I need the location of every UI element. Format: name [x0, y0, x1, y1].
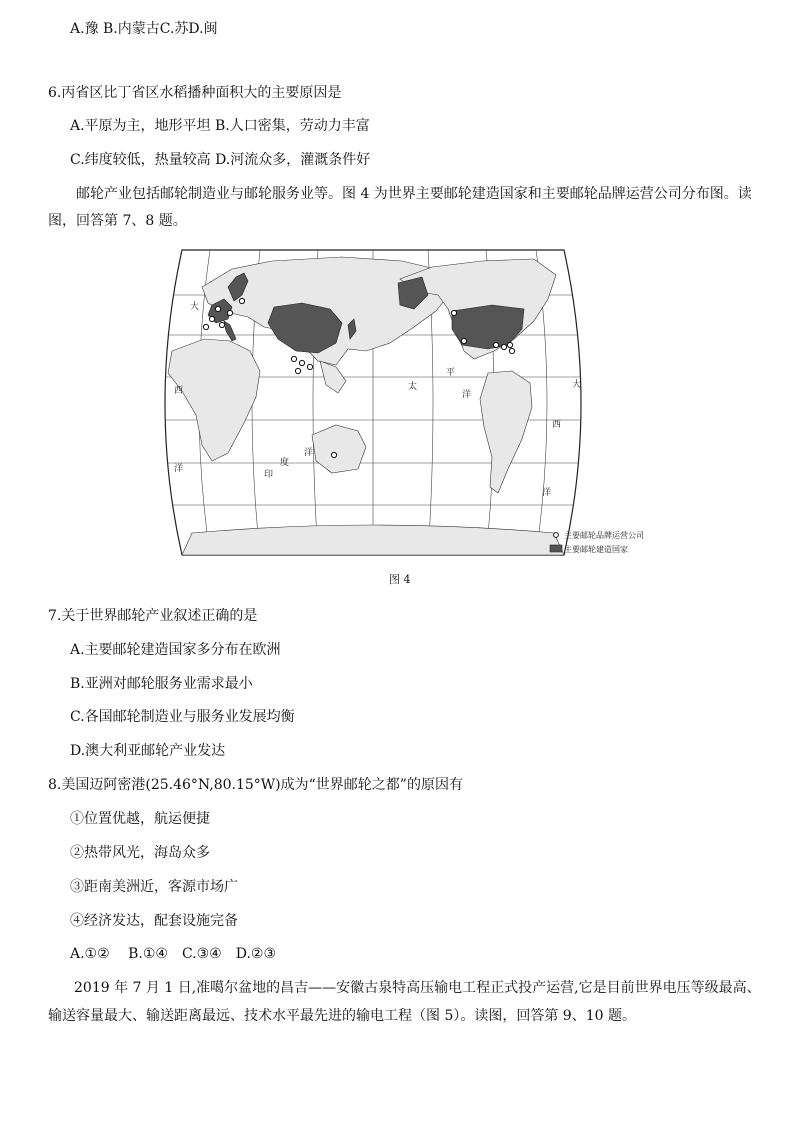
- company-marker: [299, 360, 304, 365]
- q7-option-a: A.主要邮轮建造国家多分布在欧洲: [70, 642, 281, 658]
- company-marker: [451, 310, 456, 315]
- q5-options: A.豫 B.内蒙古C.苏D.闽: [70, 21, 218, 37]
- legend-company-label: 主要邮轮品牌运营公司: [564, 531, 644, 540]
- ocean-label-char: 大: [572, 380, 582, 390]
- company-marker: [307, 364, 312, 369]
- company-marker: [219, 322, 224, 327]
- q8-stem: 8.美国迈阿密港(25.46°N,80.15°W)成为“世界邮轮之都”的原因有: [48, 777, 463, 793]
- company-marker: [295, 368, 300, 373]
- q8-options: A.①② B.①④ C.③④ D.②③: [70, 946, 276, 962]
- q8-statement-4: ④经济发达，配套设施完备: [70, 913, 238, 929]
- ocean-label-char: 洋: [542, 488, 552, 498]
- company-marker: [509, 348, 514, 353]
- ocean-label-char: 印: [264, 470, 274, 480]
- ocean-label-char: 西: [174, 386, 184, 396]
- company-marker: [461, 338, 466, 343]
- figure-4-caption: 图 4: [389, 573, 411, 586]
- ocean-label-char: 洋: [462, 390, 472, 400]
- company-marker: [239, 298, 244, 303]
- q7-option-c: C.各国邮轮制造业与服务业发展均衡: [70, 709, 295, 725]
- intro-2-line1: 2019 年 7 月 1 日,准噶尔盆地的昌吉——安徽古泉特高压输电工程正式投产运营,它是目前世界电压等级最高、: [74, 980, 761, 996]
- company-marker: [203, 324, 208, 329]
- intro-1-line1: 邮轮产业包括邮轮制造业与邮轮服务业等。图 4 为世界主要邮轮建造国家和主要邮轮品牌运营公司分布图。读: [76, 186, 752, 202]
- company-marker: [215, 306, 220, 311]
- company-marker: [209, 316, 214, 321]
- q8-statement-1: ①位置优越，航运便捷: [70, 811, 210, 827]
- world-map: [152, 247, 644, 562]
- company-marker: [501, 344, 506, 349]
- ocean-label-char: 大: [190, 302, 200, 312]
- q6-options-ab: A.平原为主，地形平坦 B.人口密集，劳动力丰富: [70, 118, 370, 134]
- legend-company-icon: [554, 533, 559, 538]
- q7-option-b: B.亚洲对邮轮服务业需求最小: [70, 676, 253, 692]
- company-marker: [227, 310, 232, 315]
- legend-country-label: 主要邮轮建造国家: [564, 545, 628, 554]
- world-cruise-map-figure: [152, 247, 644, 562]
- intro-1-line2: 图，回答第 7、8 题。: [48, 213, 187, 229]
- q7-option-d: D.澳大利亚邮轮产业发达: [70, 743, 226, 759]
- intro-2-line2: 输送容量最大、输送距离最远、技术水平最先进的输电工程（图 5）。读图，回答第 9、10 题。: [48, 1008, 636, 1024]
- ocean-label-char: 度: [280, 458, 290, 468]
- antarctica: [182, 525, 564, 555]
- q6-options-cd: C.纬度较低，热量较高 D.河流众多，灌溉条件好: [70, 152, 371, 168]
- ocean-label-char: 太: [408, 382, 418, 392]
- ocean-label-char: 洋: [174, 464, 184, 474]
- ocean-label-char: 西: [552, 420, 562, 430]
- q8-statement-2: ②热带风光，海岛众多: [70, 845, 210, 861]
- company-marker: [291, 356, 296, 361]
- q8-statement-3: ③距南美洲近，客源市场广: [70, 879, 238, 895]
- company-marker: [493, 342, 498, 347]
- company-marker: [331, 452, 336, 457]
- company-marker: [507, 342, 512, 347]
- q7-stem: 7.关于世界邮轮产业叙述正确的是: [48, 608, 258, 624]
- legend-country-swatch: [550, 545, 562, 552]
- ocean-label-char: 洋: [304, 448, 314, 458]
- ocean-label-char: 平: [446, 368, 456, 378]
- q6-stem: 6.丙省区比丁省区水稻播种面积大的主要原因是: [48, 85, 342, 101]
